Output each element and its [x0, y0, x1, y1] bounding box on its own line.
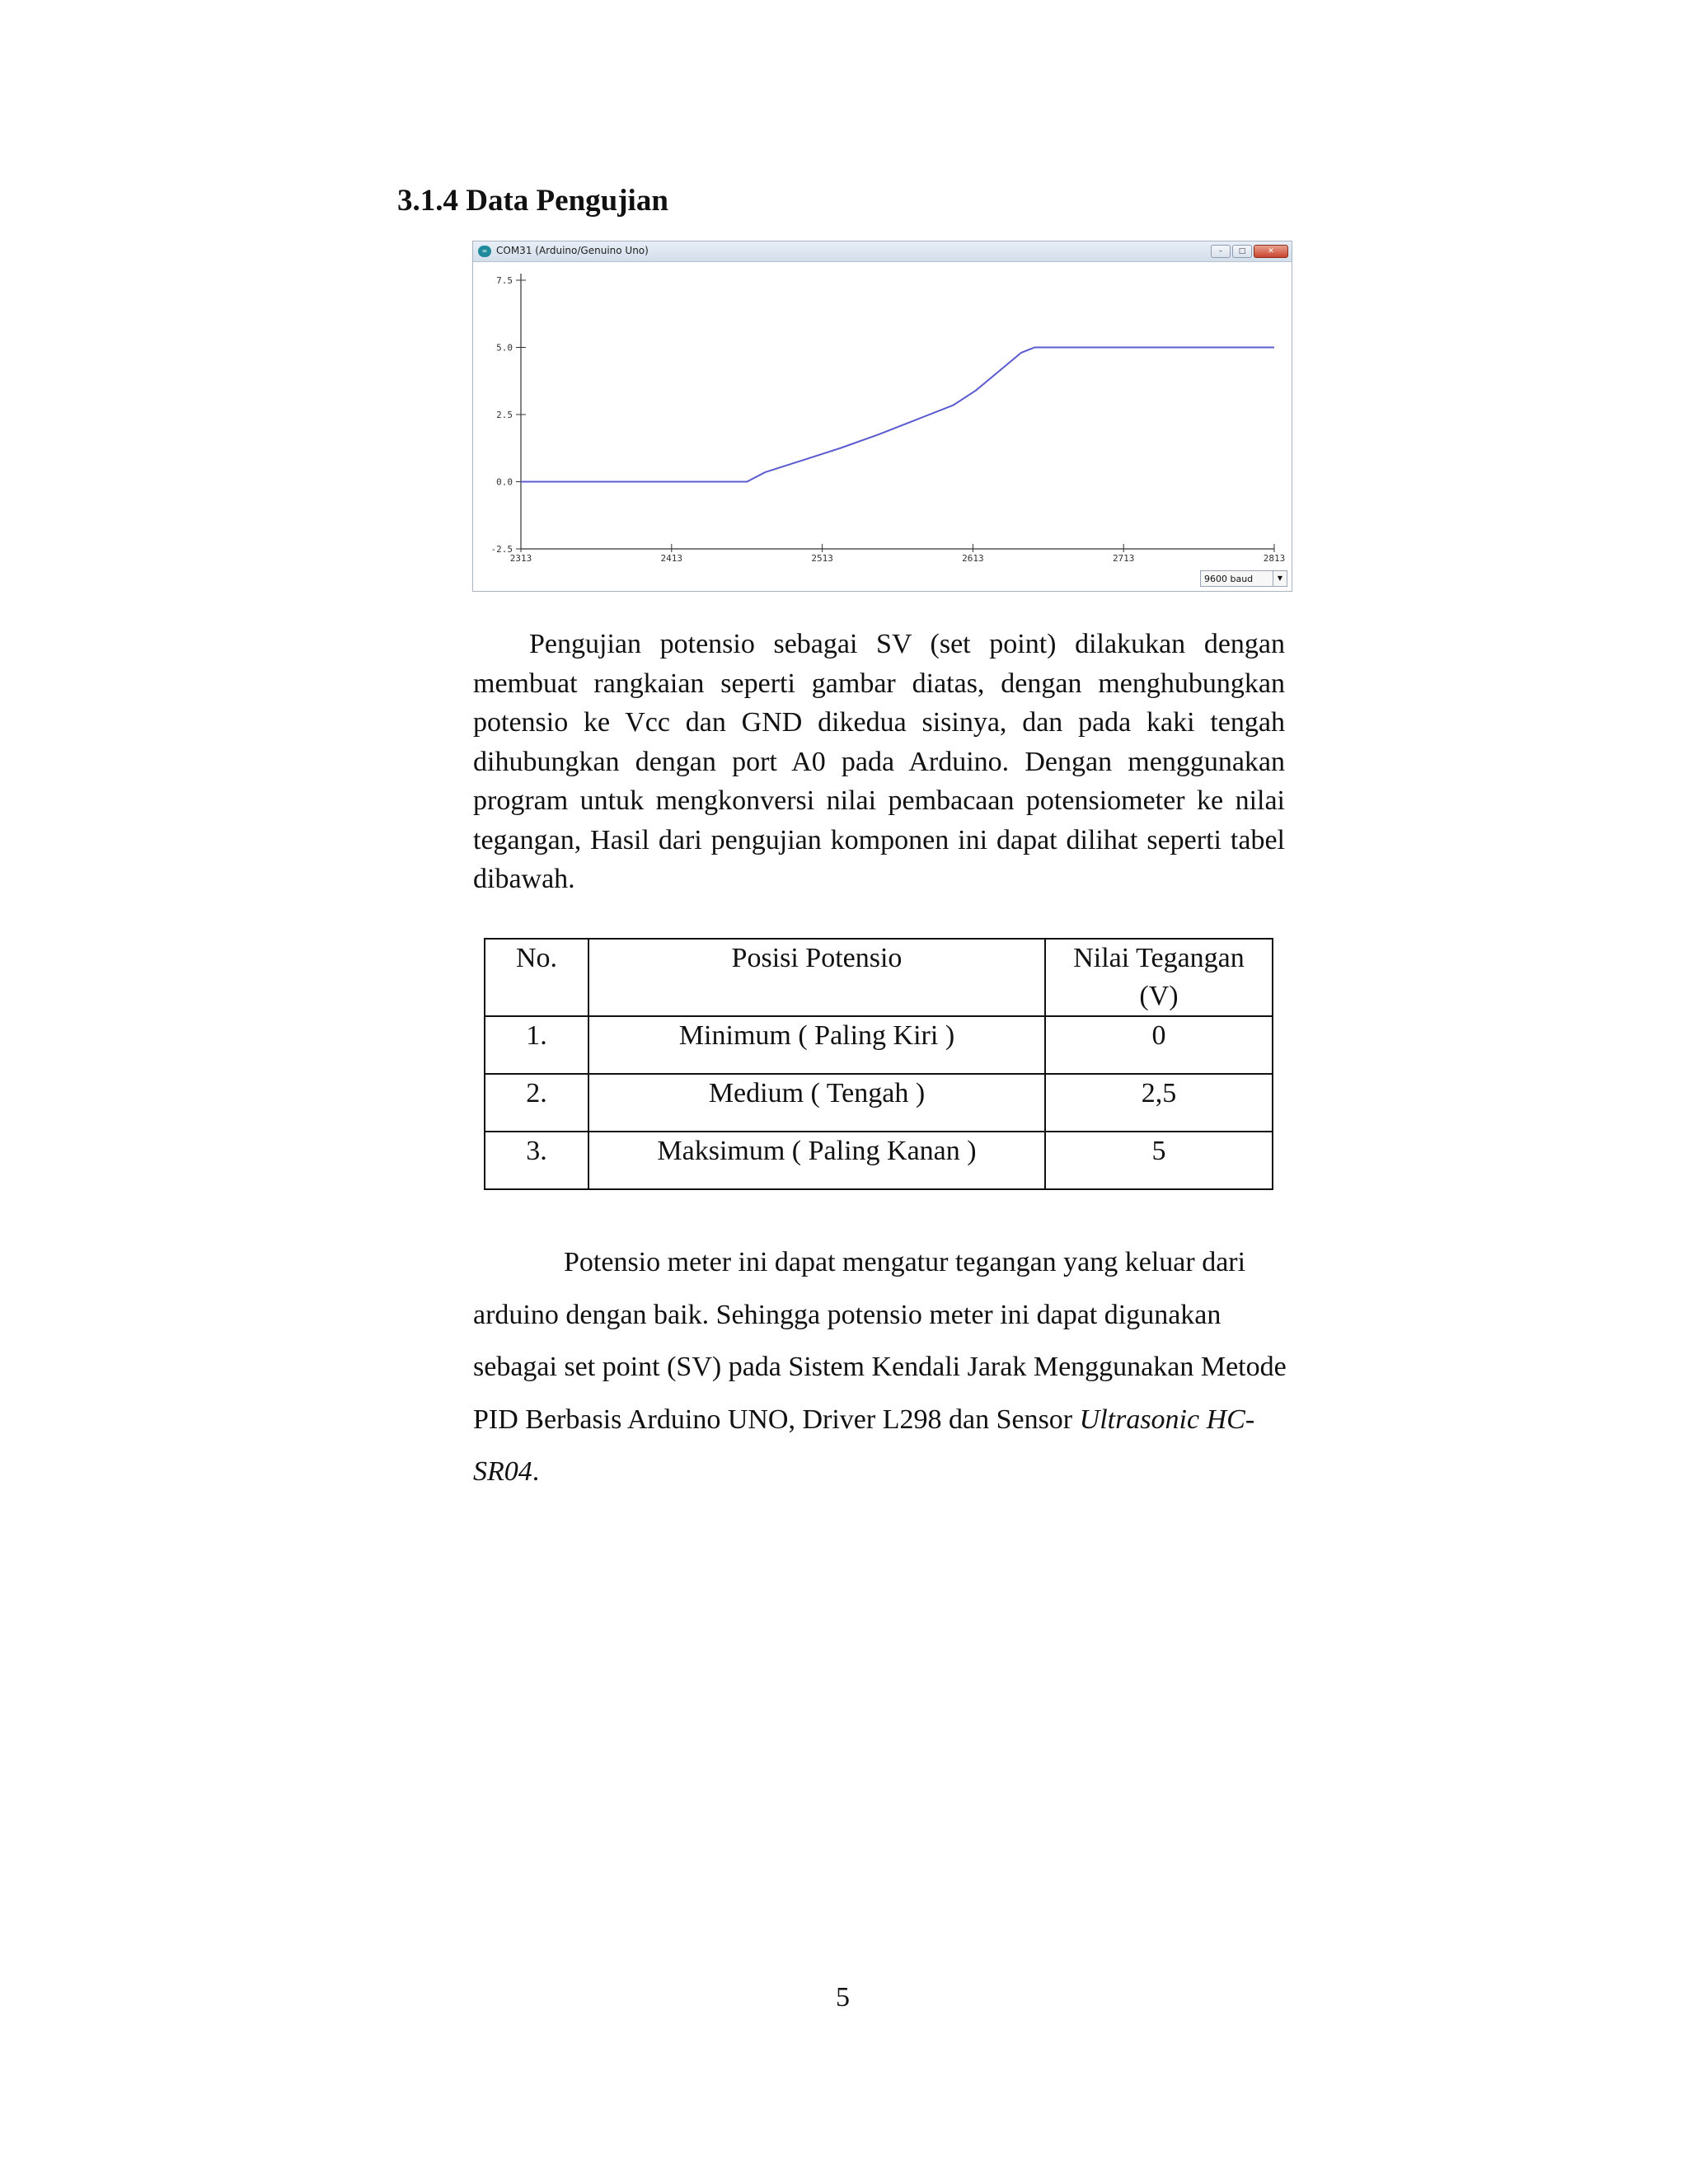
x-tick-label: 2813	[1263, 553, 1286, 564]
y-tick-label: 0.0	[496, 476, 513, 488]
maximize-button[interactable]: □	[1232, 245, 1252, 258]
chevron-down-icon: ▼	[1273, 571, 1287, 586]
cell-position: Maksimum ( Paling Kanan )	[588, 1132, 1045, 1189]
cell-voltage: 0	[1045, 1016, 1273, 1074]
y-tick-label: -2.5	[490, 544, 513, 555]
series-line	[521, 348, 1274, 482]
y-tick-label: 2.5	[496, 410, 513, 420]
table-row	[485, 1016, 1273, 1074]
x-tick-label: 2413	[660, 553, 683, 564]
table-row	[485, 1132, 1273, 1189]
arduino-logo-icon: ∞	[478, 246, 491, 257]
paragraph-conclusion	[473, 1236, 1289, 1498]
header-voltage: Nilai Tegangan (V)	[1045, 939, 1273, 1016]
cell-no: 2.	[485, 1074, 588, 1132]
table-row	[485, 1074, 1273, 1132]
serial-plotter-window	[472, 241, 1292, 592]
section-heading: 3.1.4 Data Pengujian	[397, 184, 668, 218]
x-tick-label: 2713	[1112, 553, 1135, 564]
y-tick-label: 5.0	[496, 342, 513, 354]
conclusion-text: Potensio meter ini dapat mengatur tegangan yang keluar dari arduino dengan baik. Sehingga potensio meter ini dapat digunakan sebagai set point (SV) pada Sistem Kendali Jarak Menggunakan Metode PID Berbasis Arduino UNO, Driver L298 dan Sensor	[473, 1247, 1287, 1435]
voltage-table	[484, 938, 1273, 1190]
baud-rate-value: 9600 baud	[1204, 574, 1254, 584]
minimize-button[interactable]: –	[1211, 245, 1231, 258]
x-tick-label: 2613	[962, 553, 984, 564]
paragraph-intro: Pengujian potensio sebagai SV (set point) dilakukan dengan membuat rangkaian seperti gambar diatas, dengan menghubungkan potensio ke Vcc dan GND dikedua sisinya, dan pada kaki tengah dihubungkan dengan port A0 pada Arduino. Dengan menggunakan program untuk mengkonversi nilai pembacaan potensiometer ke nilai tegangan, Hasil dari pengujian komponen ini dapat dilihat seperti tabel dibawah.	[473, 629, 1285, 894]
x-tick-label: 2313	[509, 553, 532, 564]
sensor-name: Ultrasonic HC-SR04	[473, 1404, 1255, 1487]
header-no: No.	[485, 939, 588, 1016]
baud-rate-select[interactable]	[1200, 570, 1287, 587]
close-button[interactable]: ✕	[1254, 245, 1288, 258]
cell-voltage: 5	[1045, 1132, 1273, 1189]
cell-no: 3.	[485, 1132, 588, 1189]
x-tick-label: 2513	[811, 553, 833, 564]
page-number: 5	[836, 1982, 850, 2013]
table-header-row	[485, 939, 1273, 1016]
cell-voltage: 2,5	[1045, 1074, 1273, 1132]
header-position: Posisi Potensio	[588, 939, 1045, 1016]
serial-plot-chart	[473, 262, 1292, 569]
window-title: COM31 (Arduino/Genuino Uno)	[496, 245, 649, 256]
conclusion-end: .	[532, 1456, 540, 1487]
window-titlebar	[473, 241, 1292, 262]
cell-position: Medium ( Tengah )	[588, 1074, 1045, 1132]
cell-position: Minimum ( Paling Kiri )	[588, 1016, 1045, 1074]
cell-no: 1.	[485, 1016, 588, 1074]
y-tick-label: 7.5	[496, 275, 513, 286]
